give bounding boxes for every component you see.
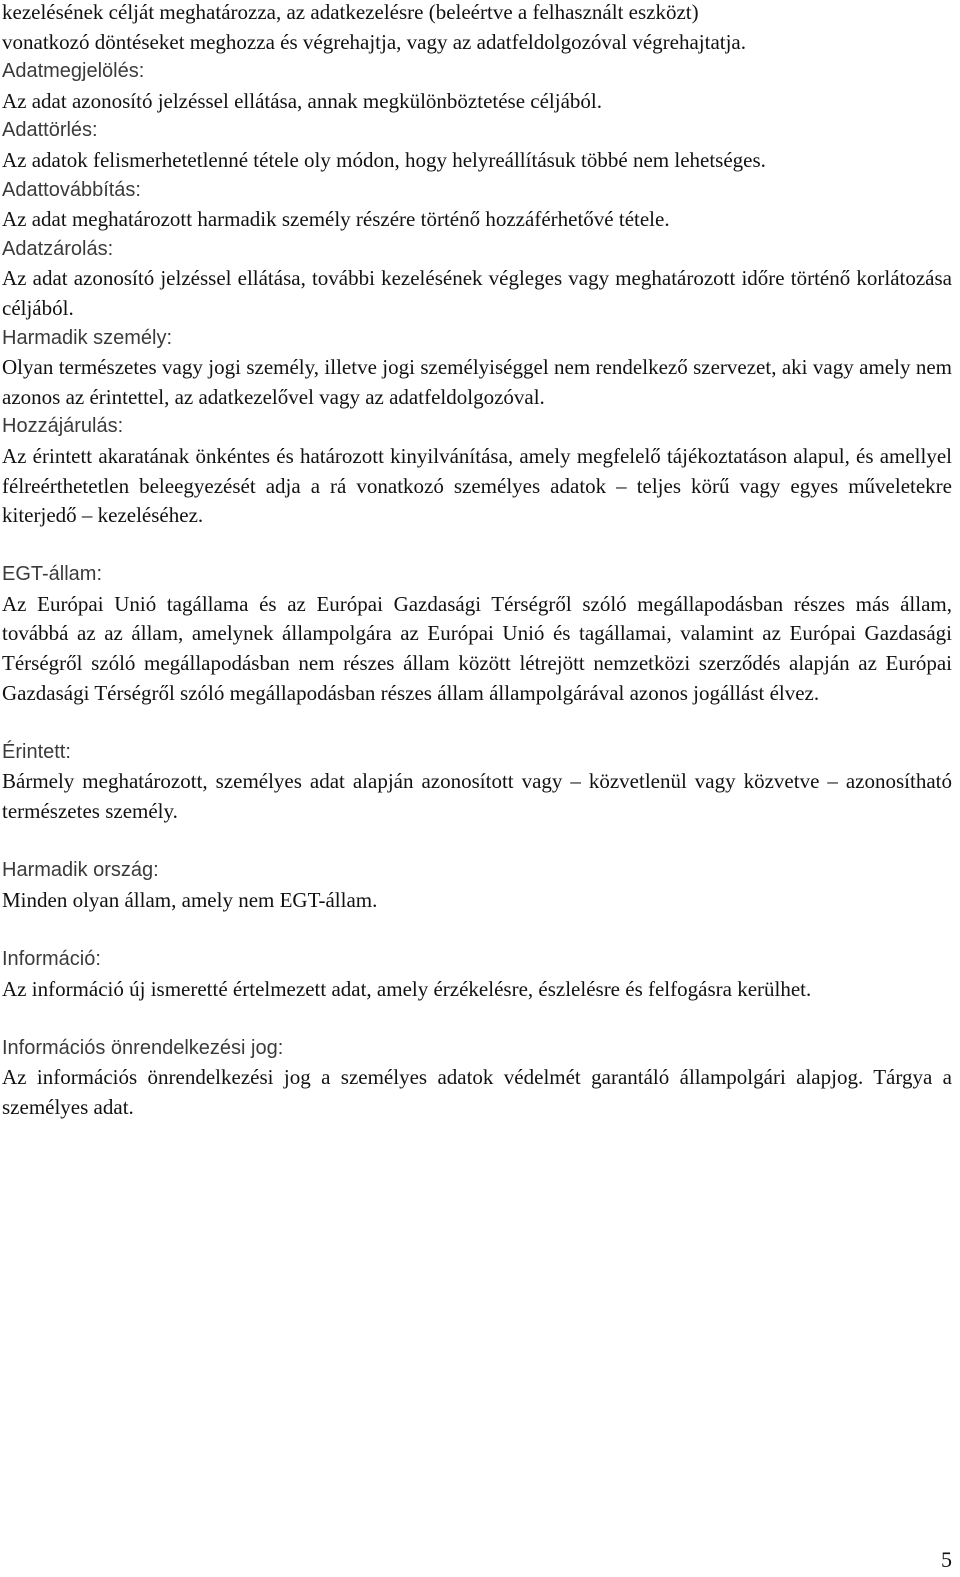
term-definition: Az adatok felismerhetetlenné tétele oly módon, hogy helyreállításuk többé nem lehetséges. <box>2 147 766 172</box>
term-label: Adattörlés: <box>2 119 98 142</box>
term-definition: Bármely meghatározott, személyes adat alapján azonosított vagy – közvetlenül vagy közvetve – azonosítható természetes személy. <box>2 769 952 824</box>
term-label: Harmadik ország: <box>2 859 159 882</box>
term-adattorles <box>2 116 952 175</box>
term-hozzajarulas <box>2 412 952 530</box>
term-adatzarolas <box>2 235 952 324</box>
term-harmadik-szemely <box>2 324 952 413</box>
term-label: Adattovábbítás: <box>2 178 141 201</box>
term-informacio <box>2 945 952 1004</box>
term-label: Hozzájárulás: <box>2 415 124 438</box>
page-number: 5 <box>941 1547 952 1572</box>
term-definition: Az információ új ismeretté értelmezett adat, amely érzékelésre, észlelésre és felfogásra kerülhet. <box>2 976 812 1001</box>
term-label: Információ: <box>2 948 101 970</box>
term-definition: Az adat meghatározott harmadik személy részére történő hozzáférhetővé tétele. <box>2 207 670 232</box>
term-label: Információs önrendelkezési jog: <box>2 1036 284 1059</box>
term-adatmegjeloles <box>2 57 952 116</box>
intro-line-1: kezelésének célját meghatározza, az adatkezelésre (beleértve a felhasznált eszközt) <box>2 0 699 24</box>
term-harmadik-orszag <box>2 856 952 915</box>
term-egt-allam <box>2 560 952 708</box>
term-informacios-onrendelkezesi-jog <box>2 1034 952 1123</box>
term-label: Adatzárolás: <box>2 237 114 260</box>
term-definition: Az érintett akaratának önkéntes és határozott kinyilvánítása, amely megfelelő tájékoztatáson alapul, és amellyel félreérthetetlen beleegyezését adja a rá vonatkozó személyes adatok – teljes körű vagy egyes műveletekre kiterjedő – kezeléséhez. <box>2 443 952 528</box>
term-definition: Az adat azonosító jelzéssel ellátása, annak megkülönböztetése céljából. <box>2 88 603 113</box>
term-label: Adatmegjelölés: <box>2 60 145 83</box>
term-adattovabbitas <box>2 176 952 235</box>
intro-line-2: vonatkozó döntéseket meghozza és végrehajtja, vagy az adatfeldolgozóval végrehajtatja. <box>2 29 747 54</box>
term-definition: Minden olyan állam, amely nem EGT-állam. <box>2 887 378 912</box>
term-label: EGT-állam: <box>2 563 103 586</box>
term-definition: Olyan természetes vagy jogi személy, illetve jogi személyiséggel nem rendelkező szervezet, aki vagy amely nem azonos az érintettel, az adatkezelővel vagy az adatfeldolgozóval. <box>2 355 952 409</box>
term-erintett <box>2 738 952 827</box>
document-content <box>2 0 952 1123</box>
term-label: Harmadik személy: <box>2 326 173 349</box>
term-definition: Az Európai Unió tagállama és az Európai Gazdasági Térségről szóló megállapodásban részes más állam, továbbá az az állam, amelynek állampolgára az Európai Unió és tagállamai, valamint az Európai Gazdasági Térségről szóló megállapodásban nem részes állam között létrejött nemzetközi szerződés alapján az Európai Gazdasági Térségről szóló megállapodásban részes állam állampolgárával azonos jogállást élvez. <box>2 591 952 705</box>
term-label: Érintett: <box>2 740 71 763</box>
term-definition: Az adat azonosító jelzéssel ellátása, további kezelésének végleges vagy meghatározott időre történő korlátozása céljából. <box>2 266 952 320</box>
intro-paragraph <box>2 0 952 57</box>
term-definition: Az információs önrendelkezési jog a személyes adatok védelmét garantáló állampolgári alapjog. Tárgya a személyes adat. <box>2 1065 952 1119</box>
